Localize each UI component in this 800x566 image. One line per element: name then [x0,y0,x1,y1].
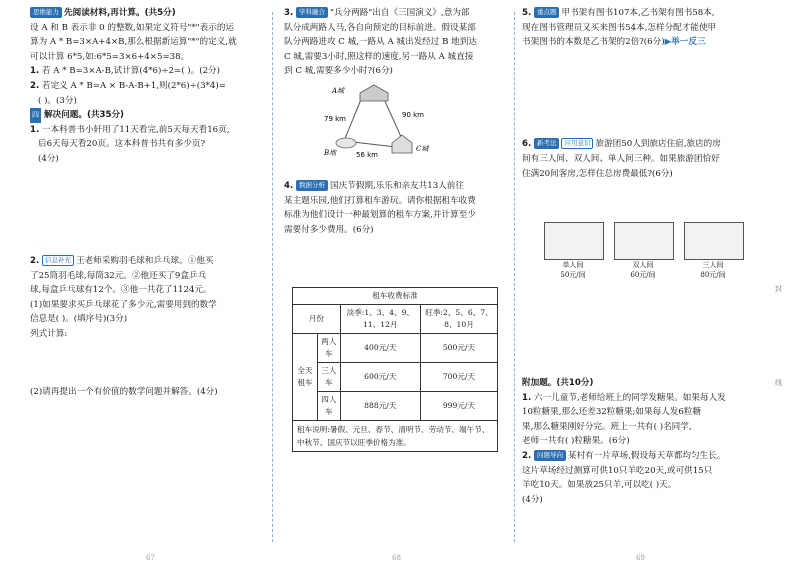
map-label-a: A城 [332,86,345,95]
table-header-low: 淡季:1、3、4、9、11、12月 [340,305,420,334]
table-header-peak: 旺季:2、5、6、7、8、10月 [420,305,497,334]
problem-2-line: 了25筒羽毛球,每筒32元。②他还买了9盒乒乓 [30,270,207,281]
question-1: 1. 若 A * B=3×A-B,试计算(4*6)÷2=( )。(2分) [30,66,221,77]
section-heading: 四 解决问题。(共35分) [30,108,266,123]
problem-6-line: 住满20间客房,怎样住总房费最低?(6分) [522,168,673,179]
binding-mark: 线 [775,379,782,387]
table-note: 租车说明:暑假、元旦、春节、清明节、劳动节、端午节、中秋节、国庆节以旺季价格为准。 [292,421,498,452]
room-double-label: 双人间 60元/间 [630,261,656,279]
problem-2-sub1-line: 信息是( )。(填序号)(3分) [30,314,128,325]
table-title: 租车收费标准 [293,288,498,305]
problem-5-line: 现在图书管理员又买来图书54本,怎样分配才能使甲 [522,22,717,33]
problem-2: 2. 信息补充 王老师采购羽毛球和乒乓球。①他买 [30,256,214,267]
bonus-2-tag: 问题导向 [534,450,566,461]
problem-1-line: 后6天每天看20页。这本科普书共有多少页? [38,139,206,150]
column-middle [284,6,506,566]
problem-4-tag: 数据分析 [296,180,328,191]
page-number: 69 [636,554,645,562]
bonus-1-line: 10粒糖果,那么还差32粒糖果;如果每人发6粒糖 [522,407,702,418]
table-row: 三人车 600元/天 700元/天 [293,363,498,392]
map-distance-ac: 90 km [402,110,425,119]
bonus-2-line: 羊吃10天。如果放25只羊,可以吃( )天。 [522,480,677,491]
map-distance-bc: 56 km [356,150,379,159]
problem-3-tag: 学科融合 [296,7,328,18]
problem-6-tag: 新考法 [534,138,560,149]
column-right [522,6,754,566]
problem-4-line: 需要付多少费用。(6分) [284,224,374,235]
route-ac [384,99,402,139]
problem-6-tag: 应用意识 [561,138,593,149]
question-2: 2. 若定义 A * B=A × B-A-B+1,则(2*6)÷(3*4)= [30,80,226,91]
problem-3-line: 队分两路进攻 C 城,一路从 A 城出发经过 B 地到达 [284,37,477,48]
castle-a-icon [360,85,388,101]
problem-6: 6. 新考法 应用意识 旅游团50人到旅店住宿,旅店的房 [522,139,721,150]
problem-2-calc: 列式计算: [30,329,68,340]
map-distance-ab: 79 km [324,114,347,123]
room-single-label: 单人间 50元/间 [560,261,586,279]
binding-mark: 封 [775,285,782,293]
rental-table-wrapper [292,287,498,452]
problem-5: 5. 重点题 甲书架有图书107本,乙书架有图书58本, [522,8,715,18]
table-row-group: 全天租车 [293,334,318,421]
problem-3: 3. 学科融合 "兵分两路"出自《三国演义》,意为部 [284,8,470,18]
column-divider [514,12,515,542]
intro-line: 可以计算 6*5,如:6*5=3×6+4×5=38。 [30,51,190,62]
castle-c-icon [392,135,412,153]
problem-5-tag: 重点题 [534,7,560,18]
table-row: 四人车 888元/天 999元/天 [293,392,498,421]
map-label-b: B地 [324,148,337,157]
practice-link[interactable]: ▶举一反三 [664,37,706,48]
table-row: 全天租车 两人车 400元/天 500元/天 [293,334,498,363]
rental-table [292,287,498,421]
page-number: 68 [392,554,401,562]
intro-heading: 思维能力 先阅读材料,再计算。(共5分) [30,6,266,21]
problem-3-line: 队分成两路人马,各自向预定的目标前进。假设某部 [284,22,476,33]
bonus-2: 2. 问题导向 某村有一片草场,假设每天草都均匀生长。 [522,450,726,461]
page-number: 67 [146,554,155,562]
column-divider [272,12,273,542]
location-b-icon [336,138,356,148]
room-triple-icon [684,222,744,260]
problem-1: 1. 一本科普书小轩用了11天看完,前5天每天看16页, [30,124,230,135]
route-map [284,81,506,161]
route-ab [344,97,362,141]
problem-3-line: 到 C 城,需要多少小时?(6分) [284,66,393,77]
problem-2-sub2: (2)请再提出一个有价值的数学问题并解答。(4分) [30,387,218,398]
bonus-2-line: (4分) [522,494,543,505]
map-label-c: C城 [416,144,429,153]
problem-4-line: 某主题乐园,他们打算租车游玩。请你根据租车收费 [284,195,476,206]
bonus-2-line: 这片草场经过测算可供10只羊吃20天,或可供15只 [522,465,713,476]
problem-2-sub1: (1)如果要求买乒乓球花了多少元,需要用到的数学 [30,299,217,310]
room-double-icon [614,222,674,260]
problem-5-line: 书架图书的本数是乙书架的2倍?(6分)▶举一反三 [522,37,706,48]
problem-2-tag: 信息补充 [42,255,74,266]
bonus-1: 1. 六一儿童节,老师给班上的同学发糖果。如果每人发 [522,392,726,403]
column-left [30,6,266,566]
problem-4-line: 标准为他们设计一种最划算的租车方案,并计算至少 [284,210,476,221]
problem-2-line: 球,每盒乒乓球有12个。③他一共花了1124元。 [30,285,212,296]
problem-6-line: 间有三人间、双人间、单人间三种。如果旅游团恰好 [522,153,720,164]
problem-3-line: C 城,需要3小时,照这样的速度,另一路从 A 城直接 [284,51,474,62]
intro-line: 算为 A * B=3×A+4×B,那么根据新运算"*"的定义,就 [30,37,237,48]
intro-tag: 思维能力 [30,7,62,18]
bonus-heading: 附加题。(共10分) [522,378,594,388]
bonus-1-line: 果,那么糖果刚好分完。班上一共有( )名同学, [522,421,692,432]
room-triple-label: 三人间 80元/间 [700,261,726,279]
bonus-1-line: 老师一共有( )粒糖果。(6分) [522,436,630,447]
room-single-icon [544,222,604,260]
table-header-month: 月份 [293,305,341,334]
bonus-section [522,376,754,507]
intro-line: 设 A 和 B 表示非 0 的整数,如果定义符号"*"表示的运 [30,22,235,33]
question-2-line: ( )。(3分) [38,95,77,106]
problem-1-line: (4分) [38,153,59,164]
room-pictures [544,222,744,282]
problem-4: 4. 数据分析 国庆节假期,乐乐和亲友共13人前往 [284,180,464,191]
